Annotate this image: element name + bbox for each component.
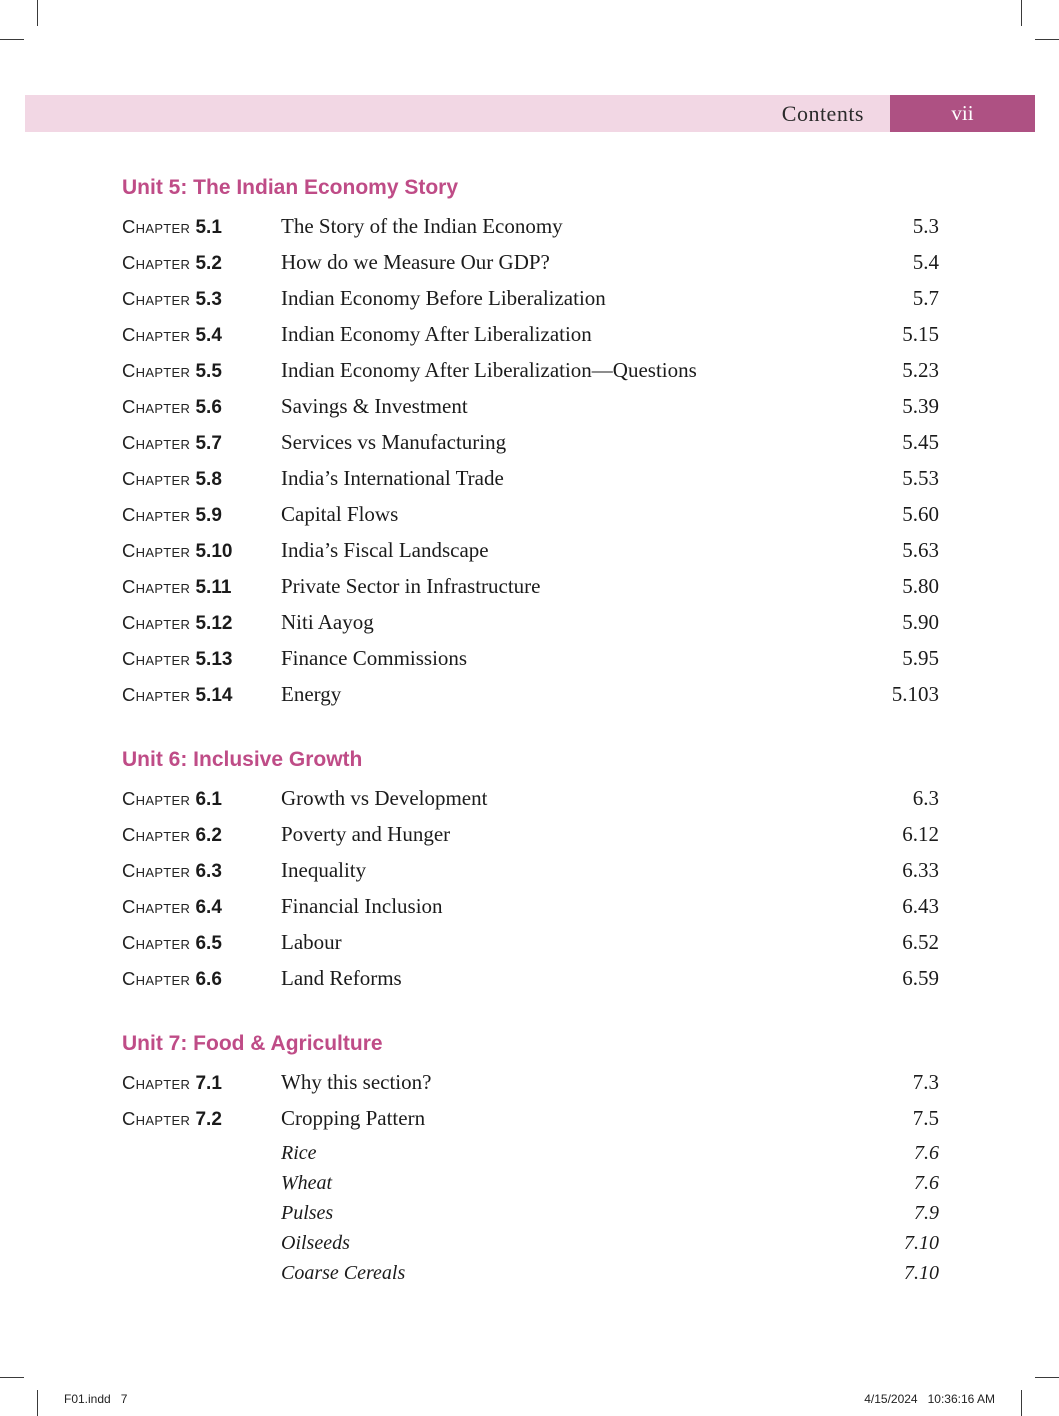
entry-title: Land Reforms xyxy=(281,966,402,990)
chapter-number: 5.4 xyxy=(190,325,222,346)
chapter-label xyxy=(122,468,281,491)
chapter-number: 5.12 xyxy=(190,613,233,634)
entry-title: Oilseeds xyxy=(281,1232,350,1254)
entry-page: 5.39 xyxy=(902,394,939,418)
chapter-number: 5.9 xyxy=(190,505,222,526)
chapter-label xyxy=(122,612,281,635)
entry-page: 5.7 xyxy=(912,286,939,310)
chapter-label xyxy=(122,360,281,383)
entry-title: Coarse Cereals xyxy=(281,1262,406,1284)
chapter-label xyxy=(122,324,281,347)
unit-heading: Unit 7: Food & Agriculture xyxy=(122,1032,383,1055)
crop-mark-top-right-horizontal xyxy=(1035,39,1059,40)
entry-title: Services vs Manufacturing xyxy=(281,430,507,454)
chapter-number: 5.6 xyxy=(190,397,222,418)
entry-title: Poverty and Hunger xyxy=(281,822,451,846)
entry-title: Growth vs Development xyxy=(281,786,488,810)
chapter-label xyxy=(122,288,281,311)
toc-entry-row xyxy=(122,822,939,858)
chapter-label xyxy=(122,576,281,599)
crop-mark-bottom-left-horizontal xyxy=(0,1377,24,1378)
toc-entry-row xyxy=(122,786,939,822)
crop-mark-top-right-vertical xyxy=(1021,0,1022,26)
toc-unit xyxy=(122,748,939,1002)
entry-page: 7.9 xyxy=(914,1202,939,1224)
chapter-word: Chapter xyxy=(122,612,191,633)
toc-entry-row xyxy=(122,502,939,538)
toc-entry-row xyxy=(122,574,939,610)
chapter-label xyxy=(122,1108,281,1131)
toc-subentry-row xyxy=(122,1202,939,1232)
toc-unit xyxy=(122,176,939,718)
chapter-word: Chapter xyxy=(122,1072,191,1093)
chapter-word: Chapter xyxy=(122,216,191,237)
toc-entry-row xyxy=(122,1106,939,1142)
chapter-label xyxy=(122,252,281,275)
entry-page: 5.45 xyxy=(902,430,939,454)
entry-title: Pulses xyxy=(281,1202,334,1224)
entry-title: Indian Economy After Liberalization—Questions xyxy=(281,358,697,382)
entry-title: India’s Fiscal Landscape xyxy=(281,538,489,562)
chapter-label xyxy=(122,860,281,883)
toc-unit xyxy=(122,1032,939,1292)
chapter-word: Chapter xyxy=(122,468,191,489)
toc-entry-row xyxy=(122,214,939,250)
page-number-badge: vii xyxy=(890,95,1035,132)
chapter-number: 6.5 xyxy=(190,933,222,954)
toc-entry-row xyxy=(122,1070,939,1106)
chapter-word: Chapter xyxy=(122,824,191,845)
entry-page: 5.15 xyxy=(902,322,939,346)
entry-title: Inequality xyxy=(281,858,367,882)
entry-title: How do we Measure Our GDP? xyxy=(281,250,550,274)
chapter-number: 5.13 xyxy=(190,649,233,670)
chapter-number: 5.7 xyxy=(190,433,222,454)
chapter-number: 5.3 xyxy=(190,289,222,310)
chapter-word: Chapter xyxy=(122,684,191,705)
chapter-number: 5.2 xyxy=(190,253,222,274)
toc-entry-row xyxy=(122,894,939,930)
toc-subentry-row xyxy=(122,1142,939,1172)
chapter-label xyxy=(122,788,281,811)
entry-page: 5.60 xyxy=(902,502,939,526)
entry-title: Rice xyxy=(281,1142,317,1164)
toc-units xyxy=(122,176,939,1292)
toc-entry-row xyxy=(122,858,939,894)
entry-page: 5.90 xyxy=(902,610,939,634)
entry-page: 7.3 xyxy=(912,1070,939,1094)
entry-title: Cropping Pattern xyxy=(281,1106,426,1130)
toc-entry-row xyxy=(122,250,939,286)
contents-title: Contents xyxy=(781,100,864,126)
toc-entry-row xyxy=(122,930,939,966)
chapter-number: 5.5 xyxy=(190,361,222,382)
chapter-number: 5.10 xyxy=(190,541,233,562)
entry-page: 6.12 xyxy=(902,822,939,846)
crop-mark-bottom-right-vertical xyxy=(1021,1390,1022,1416)
chapter-word: Chapter xyxy=(122,788,191,809)
entry-page: 7.10 xyxy=(904,1262,939,1284)
entry-page: 5.80 xyxy=(902,574,939,598)
chapter-number: 7.1 xyxy=(190,1073,222,1094)
chapter-label xyxy=(122,540,281,563)
entry-page: 5.63 xyxy=(902,538,939,562)
chapter-number: 6.2 xyxy=(190,825,222,846)
footer-timestamp: 4/15/2024 10:36:16 AM xyxy=(864,1392,995,1406)
toc-entry-row xyxy=(122,966,939,1002)
entry-title: Savings & Investment xyxy=(281,394,468,418)
chapter-word: Chapter xyxy=(122,968,191,989)
unit-heading: Unit 6: Inclusive Growth xyxy=(122,748,363,771)
entry-title: Capital Flows xyxy=(281,502,399,526)
toc-entry-row xyxy=(122,358,939,394)
toc-subentry-row xyxy=(122,1232,939,1262)
chapter-label xyxy=(122,1072,281,1095)
crop-mark-top-left-vertical xyxy=(37,0,38,26)
chapter-word: Chapter xyxy=(122,432,191,453)
chapter-number: 5.11 xyxy=(190,577,232,598)
entry-page: 5.53 xyxy=(902,466,939,490)
entry-page: 5.95 xyxy=(902,646,939,670)
chapter-word: Chapter xyxy=(122,932,191,953)
chapter-word: Chapter xyxy=(122,288,191,309)
chapter-number: 5.14 xyxy=(190,685,233,706)
chapter-label xyxy=(122,396,281,419)
entry-page: 5.3 xyxy=(912,214,939,238)
toc-subentry-row xyxy=(122,1172,939,1202)
toc-entry-row xyxy=(122,646,939,682)
entry-title: Niti Aayog xyxy=(281,610,374,634)
entry-page: 7.10 xyxy=(904,1232,939,1254)
entry-title: India’s International Trade xyxy=(281,466,504,490)
chapter-label xyxy=(122,504,281,527)
chapter-label xyxy=(122,824,281,847)
toc-entry-row xyxy=(122,286,939,322)
entry-page: 5.103 xyxy=(891,682,939,706)
unit-heading: Unit 5: The Indian Economy Story xyxy=(122,176,459,199)
chapter-number: 6.6 xyxy=(190,969,222,990)
toc-entry-row xyxy=(122,466,939,502)
chapter-label xyxy=(122,896,281,919)
chapter-number: 5.1 xyxy=(190,217,222,238)
entry-title: Labour xyxy=(281,930,342,954)
entry-title: Why this section? xyxy=(281,1070,432,1094)
chapter-label xyxy=(122,684,281,707)
entry-page: 6.43 xyxy=(902,894,939,918)
toc-entry-row xyxy=(122,322,939,358)
crop-mark-bottom-right-horizontal xyxy=(1035,1377,1059,1378)
crop-mark-top-left-horizontal xyxy=(0,39,24,40)
header-band xyxy=(25,95,1035,132)
entry-page: 7.6 xyxy=(914,1142,939,1164)
entry-page: 6.59 xyxy=(902,966,939,990)
footer xyxy=(64,1392,995,1406)
entry-title: The Story of the Indian Economy xyxy=(281,214,563,238)
toc-entry-row xyxy=(122,610,939,646)
chapter-number: 6.3 xyxy=(190,861,222,882)
chapter-word: Chapter xyxy=(122,648,191,669)
entry-page: 5.23 xyxy=(902,358,939,382)
chapter-label xyxy=(122,432,281,455)
chapter-number: 5.8 xyxy=(190,469,222,490)
toc-subentry-row xyxy=(122,1262,939,1292)
chapter-number: 6.4 xyxy=(190,897,222,918)
entry-title: Energy xyxy=(281,682,342,706)
chapter-label xyxy=(122,648,281,671)
entry-title: Private Sector in Infrastructure xyxy=(281,574,541,598)
crop-mark-bottom-left-vertical xyxy=(37,1390,38,1416)
toc-entry-row xyxy=(122,682,939,718)
chapter-word: Chapter xyxy=(122,324,191,345)
chapter-word: Chapter xyxy=(122,860,191,881)
chapter-number: 7.2 xyxy=(190,1109,222,1130)
entry-title: Indian Economy Before Liberalization xyxy=(281,286,606,310)
chapter-label xyxy=(122,932,281,955)
chapter-label xyxy=(122,968,281,991)
chapter-word: Chapter xyxy=(122,504,191,525)
footer-file-info: F01.indd 7 xyxy=(64,1392,128,1406)
chapter-word: Chapter xyxy=(122,540,191,561)
chapter-word: Chapter xyxy=(122,360,191,381)
chapter-word: Chapter xyxy=(122,1108,191,1129)
chapter-word: Chapter xyxy=(122,396,191,417)
chapter-label xyxy=(122,216,281,239)
toc-entry-row xyxy=(122,430,939,466)
chapter-word: Chapter xyxy=(122,896,191,917)
entry-page: 6.3 xyxy=(912,786,939,810)
chapter-word: Chapter xyxy=(122,576,191,597)
chapter-number: 6.1 xyxy=(190,789,222,810)
toc-entry-row xyxy=(122,538,939,574)
entry-page: 7.5 xyxy=(912,1106,939,1130)
chapter-word: Chapter xyxy=(122,252,191,273)
entry-title: Finance Commissions xyxy=(281,646,468,670)
entry-page: 6.33 xyxy=(902,858,939,882)
entry-title: Indian Economy After Liberalization xyxy=(281,322,592,346)
entry-page: 6.52 xyxy=(902,930,939,954)
entry-page: 7.6 xyxy=(914,1172,939,1194)
entry-title: Financial Inclusion xyxy=(281,894,443,918)
entry-title: Wheat xyxy=(281,1172,333,1194)
toc-entry-row xyxy=(122,394,939,430)
entry-page: 5.4 xyxy=(912,250,939,274)
